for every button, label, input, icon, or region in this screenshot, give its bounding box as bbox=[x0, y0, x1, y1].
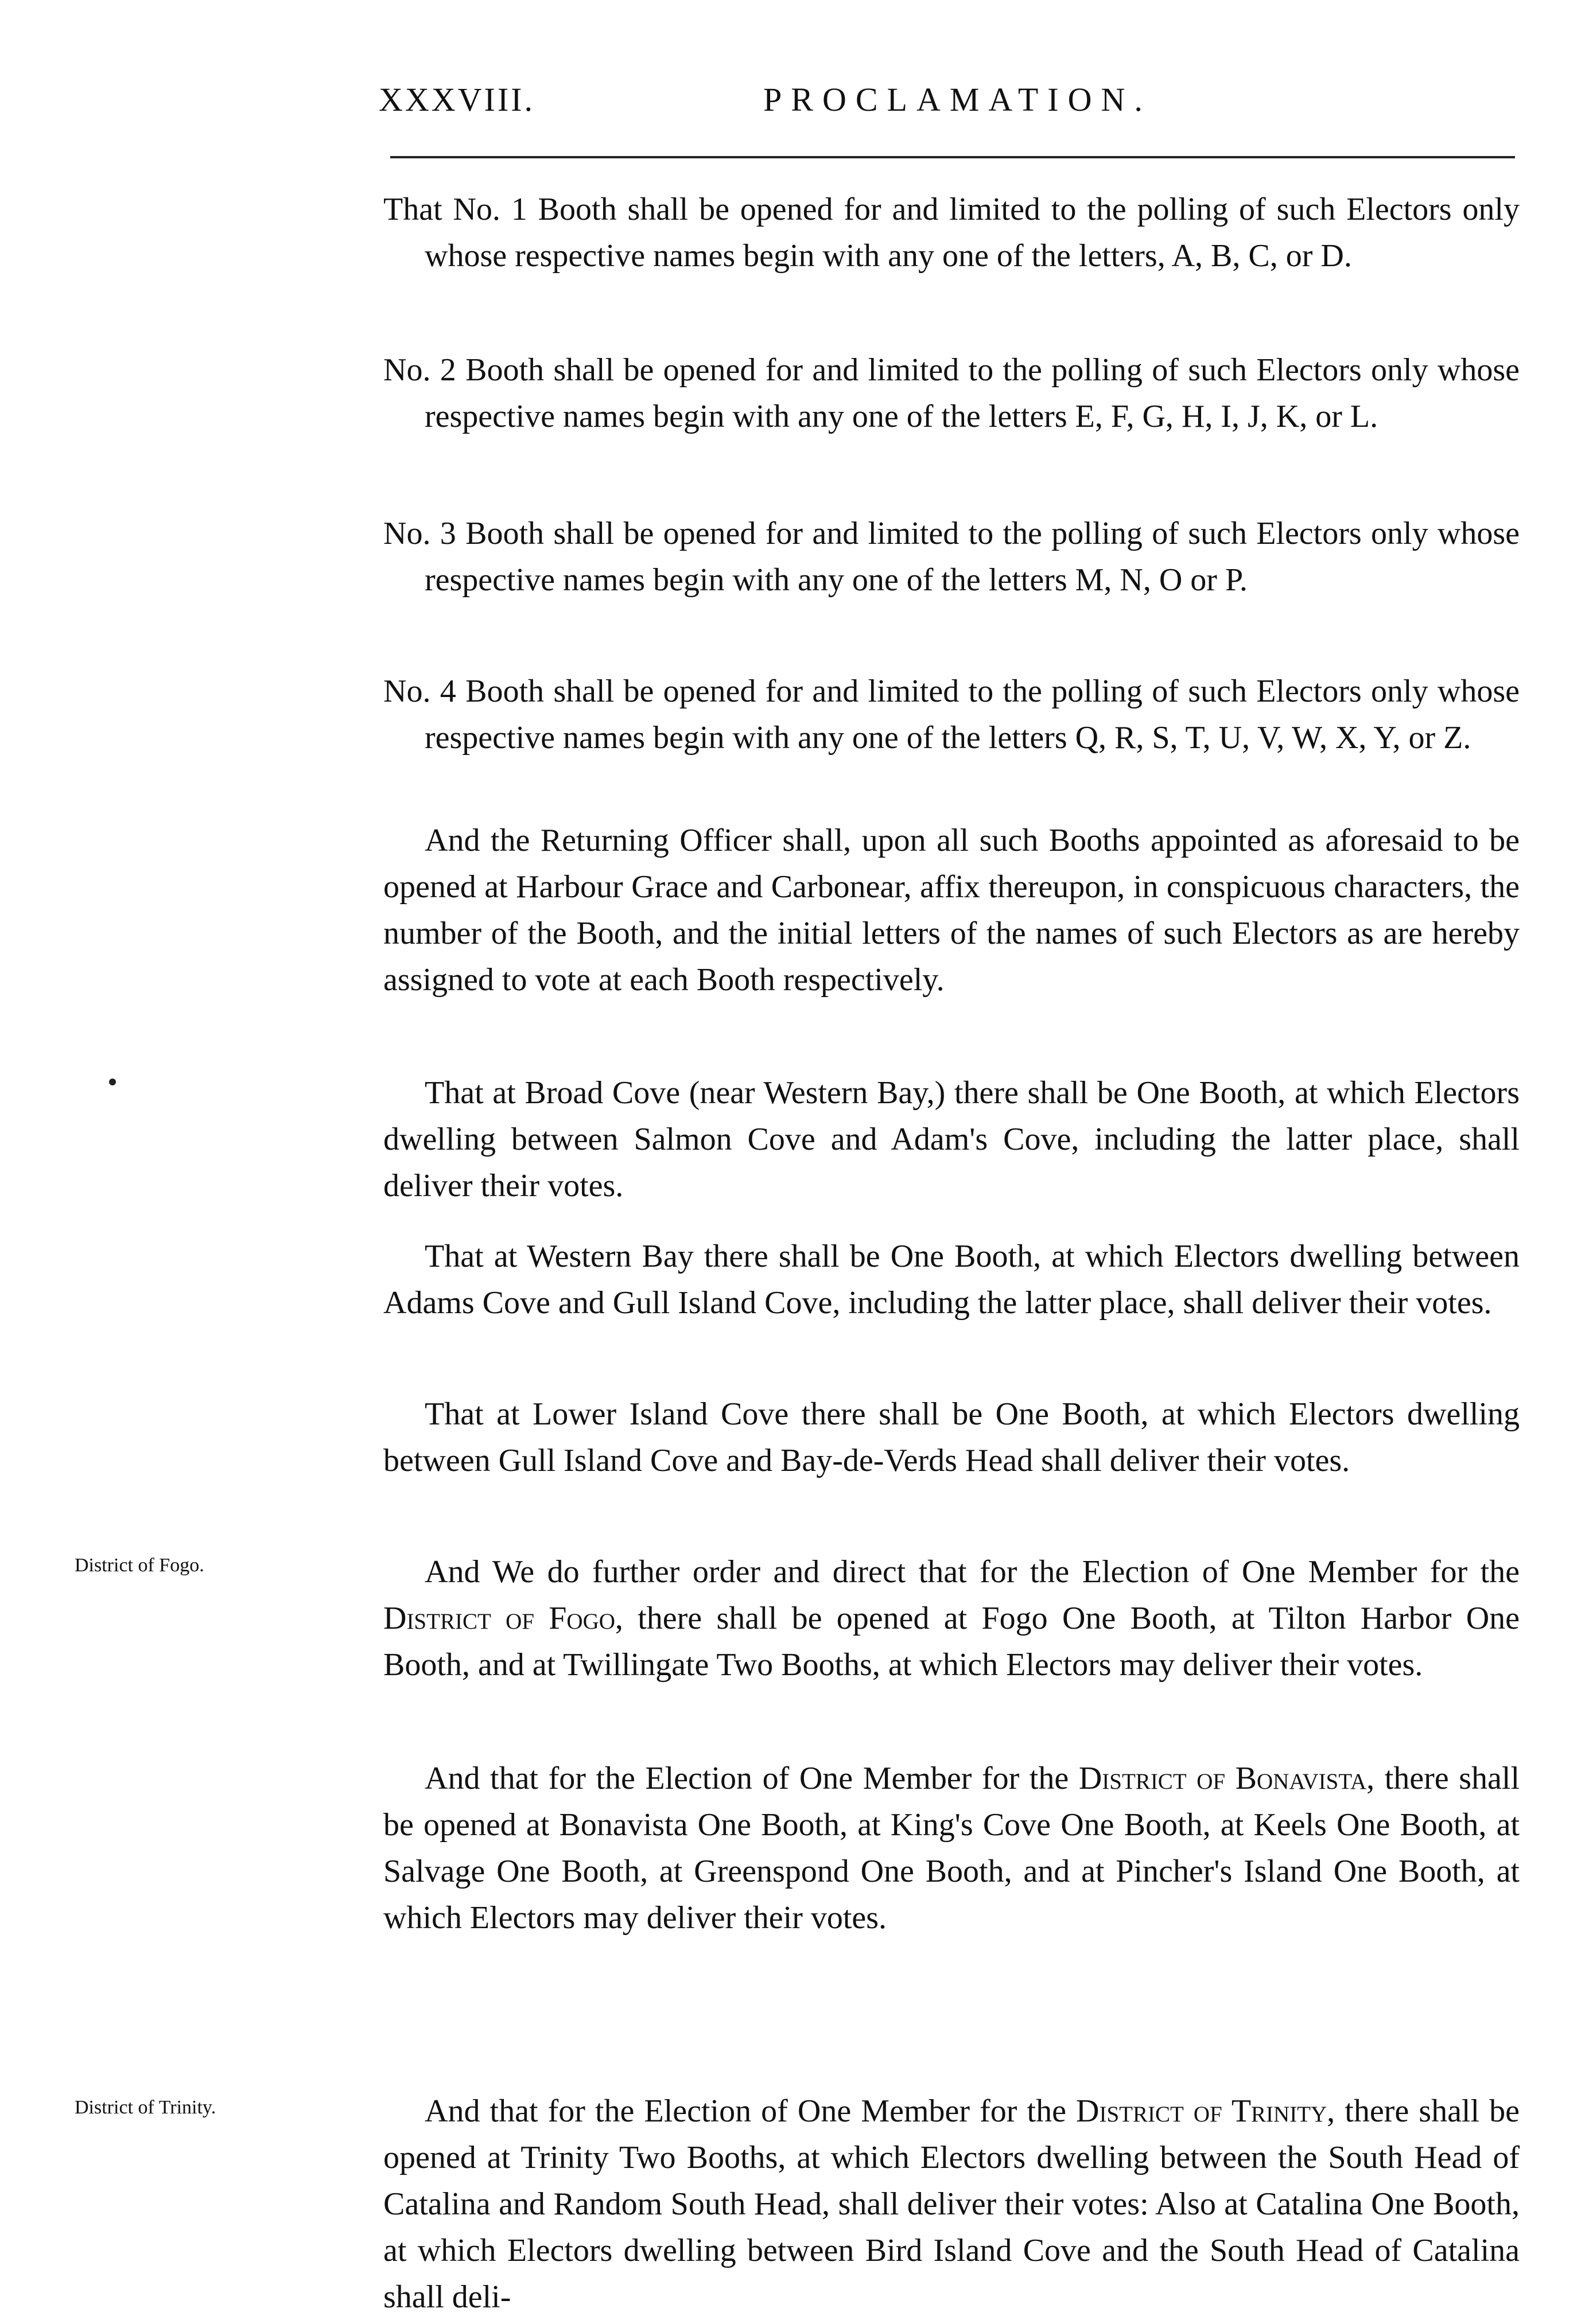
margin-note-trinity: District of Trinity. bbox=[75, 2097, 216, 2118]
paragraph-booth-1: That No. 1 Booth shall be opened for and limited to the polling of such Electors only whose respective names begin with any one of the letters, A, B, C, or D. bbox=[383, 192, 1520, 274]
paragraph-western-bay: That at Western Bay there shall be One Booth, at which Electors dwelling between Adams Cove and Gull Island Cove, including the latter place, shall deliver their votes. bbox=[383, 1239, 1520, 1321]
district-name: District of Trinity bbox=[1076, 2093, 1327, 2129]
text-run: And We do further order and direct that for the Election of One Member for the bbox=[425, 1554, 1520, 1590]
header-rule bbox=[390, 156, 1515, 158]
text-run: , there shall be opened at Fogo One Booth, at Tilton Harbor One Booth, and at Twillingate Two Booths, at which Electors may deliver their votes. bbox=[383, 1601, 1520, 1683]
page-title: PROCLAMATION. bbox=[763, 81, 1152, 118]
district-name: District of Fogo bbox=[383, 1601, 615, 1636]
paragraph-booth-3: No. 3 Booth shall be opened for and limited to the polling of such Electors only whose respective names begin with any one of the letters M, N, O or P. bbox=[383, 516, 1520, 598]
text-run: , there shall be opened at Trinity Two Booths, at which Electors dwelling between the South Head of Catalina and Random South Head, shall deliver their votes: Also at Catalina One Booth, at which Electors dwelling between Bird Island Cove and the South Head of Catalina shall deli- bbox=[383, 2093, 1520, 2315]
paragraph-district-fogo bbox=[383, 1549, 1520, 1688]
paragraph-booth-2: No. 2 Booth shall be opened for and limited to the polling of such Electors only whose respective names begin with any one of the letters E, F, G, H, I, J, K, or L. bbox=[383, 352, 1520, 434]
paragraph-district-trinity bbox=[383, 2088, 1520, 2321]
text-run: And that for the Election of One Member for the bbox=[425, 2093, 1077, 2129]
paragraph-district-bonavista bbox=[383, 1755, 1520, 1941]
paragraph-lower-island-cove: That at Lower Island Cove there shall be One Booth, at which Electors dwelling between Gull Island Cove and Bay-de-Verds Head shall deliver their votes. bbox=[383, 1396, 1520, 1478]
margin-note-fogo: District of Fogo. bbox=[75, 1555, 204, 1576]
print-dot bbox=[109, 1079, 116, 1085]
text-run: , there shall be opened at Bonavista One Booth, at King's Cove One Booth, at Keels One Booth, at Salvage One Booth, at Greenspond One Booth, and at Pincher's Island One Booth, at which Electors may deliver their votes. bbox=[383, 1761, 1520, 1936]
text-run: And that for the Election of One Member for the bbox=[425, 1761, 1079, 1796]
district-name: District of Bonavista bbox=[1078, 1761, 1367, 1796]
paragraph-booth-4: No. 4 Booth shall be opened for and limited to the polling of such Electors only whose respective names begin with any one of the letters Q, R, S, T, U, V, W, X, Y, or Z. bbox=[383, 674, 1520, 756]
paragraph-returning-officer: And the Returning Officer shall, upon all such Booths appointed as aforesaid to be opened at Harbour Grace and Carbonear, affix thereupon, in conspicuous characters, the number of the Booth, and the initial letters of the names of such Electors as are hereby assigned to vote at each Booth respectively. bbox=[383, 823, 1520, 998]
paragraph-broad-cove: That at Broad Cove (near Western Bay,) there shall be One Booth, at which Electors dwelling between Salmon Cove and Adam's Cove, including the latter place, shall deliver their votes. bbox=[383, 1075, 1520, 1204]
page-number: XXXVIII. bbox=[379, 81, 535, 118]
